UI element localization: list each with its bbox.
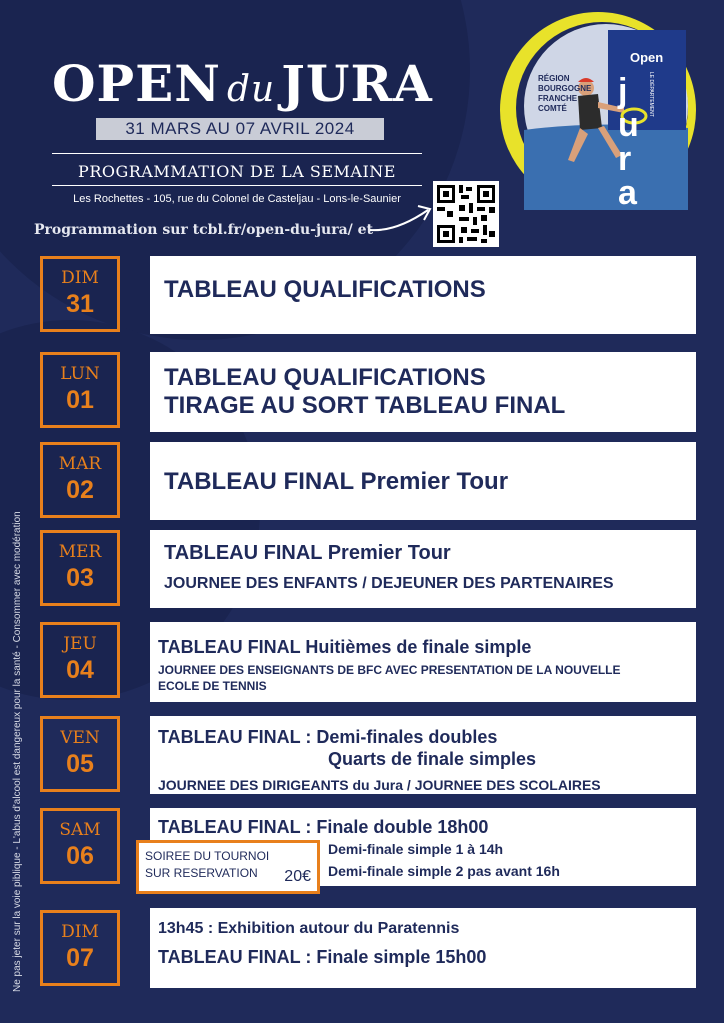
day-badge: VEN 05 [40, 716, 120, 792]
schedule-box: TABLEAU FINAL : Demi-finales doubles Quarts de finale simples JOURNEE DES DIRIGEANTS du Jura / JOURNEE DES SCOLAIRES [150, 716, 696, 794]
day-badge: JEU 04 [40, 622, 120, 698]
day-badge: MAR 02 [40, 442, 120, 518]
day-badge: LUN 01 [40, 352, 120, 428]
soiree-reservation-box[interactable]: SOIREE DU TOURNOI SUR RESERVATION 20€ [136, 840, 320, 894]
event-dates: 31 MARS AU 07 AVRIL 2024 [96, 118, 384, 140]
schedule-box: TABLEAU FINAL Huitièmes de finale simple JOURNEE DES ENSEIGNANTS DE BFC AVEC PRESENTATION DE LA NOUVELLE ECOLE DE TENNIS [150, 622, 696, 702]
schedule-box: TABLEAU QUALIFICATIONS [150, 256, 696, 334]
legal-disclaimer: Ne pas jeter sur la voie piblique - L'abus d'alcool est dangereux pour la santé - Consommer avec modération [12, 511, 23, 992]
jura-logo: jura [618, 72, 639, 212]
divider [52, 185, 422, 186]
venue-address: Les Rochettes - 105, rue du Colonel de Casteljau - Lons-le-Saunier [73, 193, 401, 205]
day-badge: SAM 06 [40, 808, 120, 884]
schedule-box: TABLEAU FINAL Premier Tour [150, 442, 696, 520]
event-title: OPEN du JURA [52, 54, 433, 113]
divider [52, 153, 422, 154]
qr-code-icon [433, 181, 499, 247]
programme-subtitle: PROGRAMMATION DE LA SEMAINE [78, 162, 396, 181]
day-badge: DIM 31 [40, 256, 120, 332]
day-badge: MER 03 [40, 530, 120, 606]
online-programme-link[interactable]: Programmation sur tcbl.fr/open-du-jura/ et [34, 222, 374, 238]
schedule-box: TABLEAU QUALIFICATIONS TIRAGE AU SORT TABLEAU FINAL [150, 352, 696, 432]
day-badge: DIM 07 [40, 910, 120, 986]
jura-department-label: LE DÉPARTEMENT [648, 72, 654, 117]
qr-code[interactable] [433, 181, 499, 247]
soiree-price: 20€ [284, 868, 311, 885]
schedule-box: 13h45 : Exhibition autour du Paratennis TABLEAU FINAL : Finale simple 15h00 [150, 908, 696, 988]
player-photo [498, 10, 698, 210]
photo-banner-open: Open [630, 50, 664, 65]
schedule-box: TABLEAU FINAL Premier Tour JOURNEE DES ENFANTS / DEJEUNER DES PARTENAIRES [150, 530, 696, 608]
schedule-box: TABLEAU FINAL : Finale double 18h00 Demi-finale simple 1 à 14h Demi-finale simple 2 pas avant 16h [150, 808, 696, 886]
region-logo: RÉGION BOURGOGNE FRANCHE COMTÉ [538, 74, 592, 113]
arrow-icon [366, 196, 436, 236]
